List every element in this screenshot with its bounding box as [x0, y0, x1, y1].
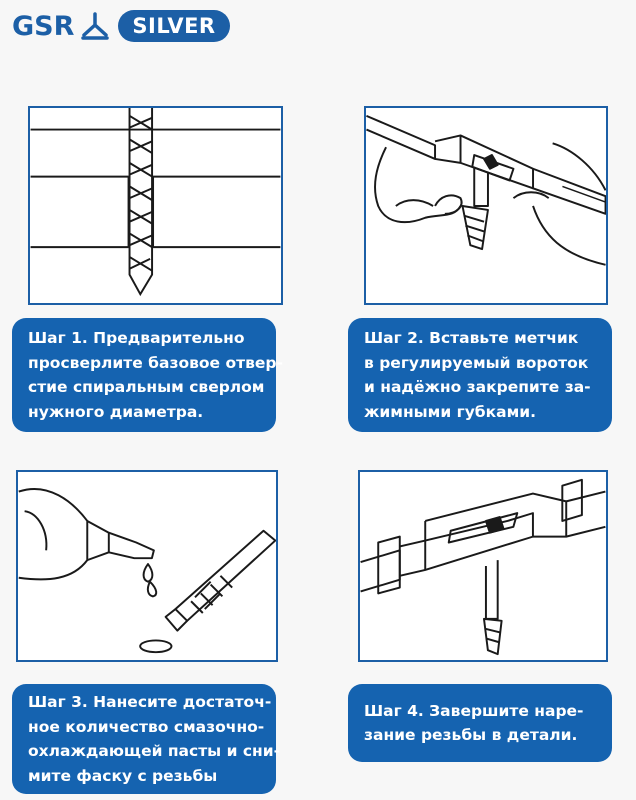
- step-2-line-2: в регулируемый вороток: [364, 353, 589, 372]
- step-1-card: [12, 318, 283, 432]
- step-4-illustration: [358, 470, 608, 662]
- brand-logo: [12, 10, 230, 42]
- step-3-line-3: охлаждающей пасты и сни-: [28, 742, 281, 760]
- step-4-text: [364, 699, 583, 748]
- brand-badge: SILVER: [118, 10, 229, 42]
- drilling-illustration: [30, 108, 281, 303]
- step-3-line-4: мите фаску с резьбы: [28, 766, 218, 785]
- step-4-card: [348, 684, 612, 762]
- tap-wrench-illustration: [360, 472, 606, 660]
- step-2-text: [364, 326, 591, 424]
- step-2-line-1: Шаг 2. Вставьте метчик: [364, 329, 579, 347]
- step-1-line-3: стие спиральным сверлом: [28, 378, 265, 396]
- step-1-line-1: Шаг 1. Предварительно: [28, 329, 245, 347]
- step-3-line-1: Шаг 3. Нанесите достаточ-: [28, 693, 272, 711]
- step-1-text: [28, 326, 283, 424]
- step-1-line-4: нужного диаметра.: [28, 402, 204, 421]
- step-3-card: [12, 684, 281, 794]
- lubricant-illustration: [18, 472, 276, 660]
- tap-wrench-insert-illustration: [366, 108, 606, 303]
- step-2-line-3: и надёжно закрепите за-: [364, 378, 591, 396]
- brand-name: GSR: [12, 10, 75, 42]
- gsr-logo-icon: [80, 11, 110, 41]
- step-3-text: [28, 690, 280, 788]
- step-2-illustration: [364, 106, 608, 305]
- step-4-line-1: Шаг 4. Завершите наре-: [364, 701, 584, 720]
- step-1-illustration: [28, 106, 283, 305]
- step-4-line-2: зание резьбы в детали.: [364, 726, 578, 744]
- step-2-card: [348, 318, 612, 432]
- step-3-line-2: ное количество смазочно-: [28, 717, 265, 736]
- step-2-line-4: жимными губками.: [364, 402, 537, 421]
- step-1-line-2: просверлите базовое отвер-: [28, 353, 283, 372]
- step-3-illustration: [16, 470, 278, 662]
